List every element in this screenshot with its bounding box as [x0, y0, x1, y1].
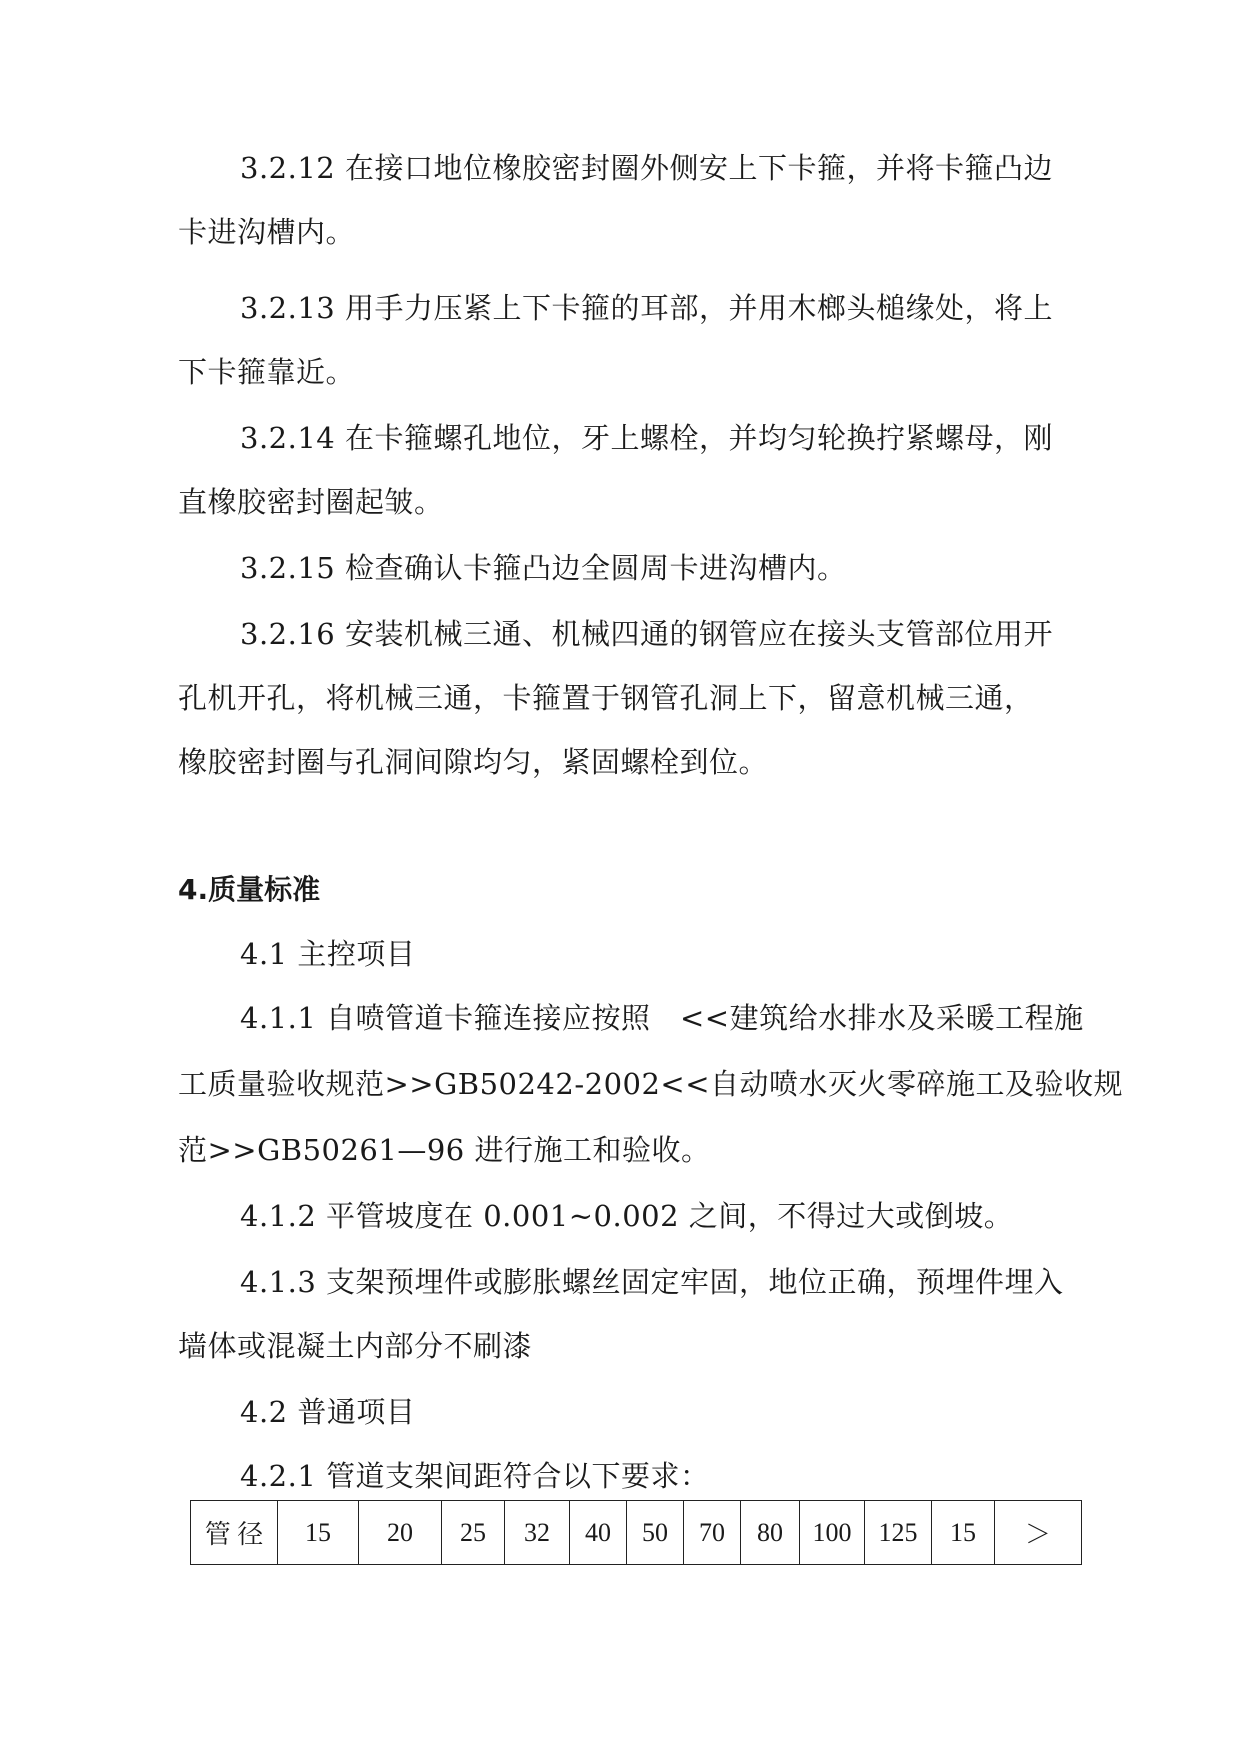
text-line: 4.2 普通项目 [240, 1395, 416, 1429]
section-heading: 4.质量标准 [178, 873, 321, 906]
text-line: 4.2.1 管道支架间距符合以下要求： [240, 1459, 710, 1493]
table-header-cell: 管 径 [191, 1501, 278, 1565]
text-line: 孔机开孔，将机械三通，卡箍置于钢管孔洞上下，留意机械三通， [178, 681, 1034, 715]
text-line: 3.2.15 检查确认卡箍凸边全圆周卡进沟槽内。 [240, 551, 847, 585]
text-line: 3.2.13 用手力压紧上下卡箍的耳部，并用木榔头槌缘处，将上 [240, 291, 1053, 325]
table-cell: 15 [932, 1501, 995, 1565]
text-line: 4.1.1 自喷管道卡箍连接应按照 <<建筑给水排水及采暖工程施 [240, 1001, 1084, 1035]
text-line: 橡胶密封圈与孔洞间隙均匀，紧固螺栓到位。 [178, 745, 769, 779]
table-cell: 15 [278, 1501, 359, 1565]
table-cell: 100 [800, 1501, 865, 1565]
text-line: 墙体或混凝土内部分不刷漆 [178, 1329, 533, 1363]
text-line: 4.1.2 平管坡度在 0.001~0.002 之间，不得过大或倒坡。 [240, 1199, 1014, 1233]
text-line: 4.1 主控项目 [240, 937, 416, 971]
text-line: 3.2.16 安装机械三通、机械四通的钢管应在接头支管部位用开 [240, 617, 1053, 651]
table-cell: 32 [505, 1501, 570, 1565]
text-line: 3.2.14 在卡箍螺孔地位，牙上螺栓，并均匀轮换拧紧螺母，刚 [240, 421, 1053, 455]
table-cell: 125 [865, 1501, 932, 1565]
text-line: 下卡箍靠近。 [178, 355, 356, 389]
table-cell: ＞ [995, 1501, 1082, 1565]
text-line: 4.1.3 支架预埋件或膨胀螺丝固定牢固，地位正确，预埋件埋入 [240, 1265, 1064, 1299]
text-line: 直橡胶密封圈起皱。 [178, 485, 444, 519]
table-cell: 25 [442, 1501, 505, 1565]
text-line: 卡进沟槽内。 [178, 215, 356, 249]
table-cell: 20 [359, 1501, 442, 1565]
text-line: 工质量验收规范>>GB50242-2002<<自动喷水灭火零碎施工及验收规 [178, 1067, 1124, 1101]
pipe-support-spacing-table [190, 1500, 1082, 1565]
table-cell: 40 [570, 1501, 627, 1565]
text-line: 3.2.12 在接口地位橡胶密封圈外侧安上下卡箍，并将卡箍凸边 [240, 151, 1053, 185]
table-cell: 80 [741, 1501, 800, 1565]
table-row [191, 1501, 1082, 1565]
table-cell: 70 [684, 1501, 741, 1565]
table-cell: 50 [627, 1501, 684, 1565]
text-line: 范>>GB50261—96 进行施工和验收。 [178, 1133, 711, 1167]
